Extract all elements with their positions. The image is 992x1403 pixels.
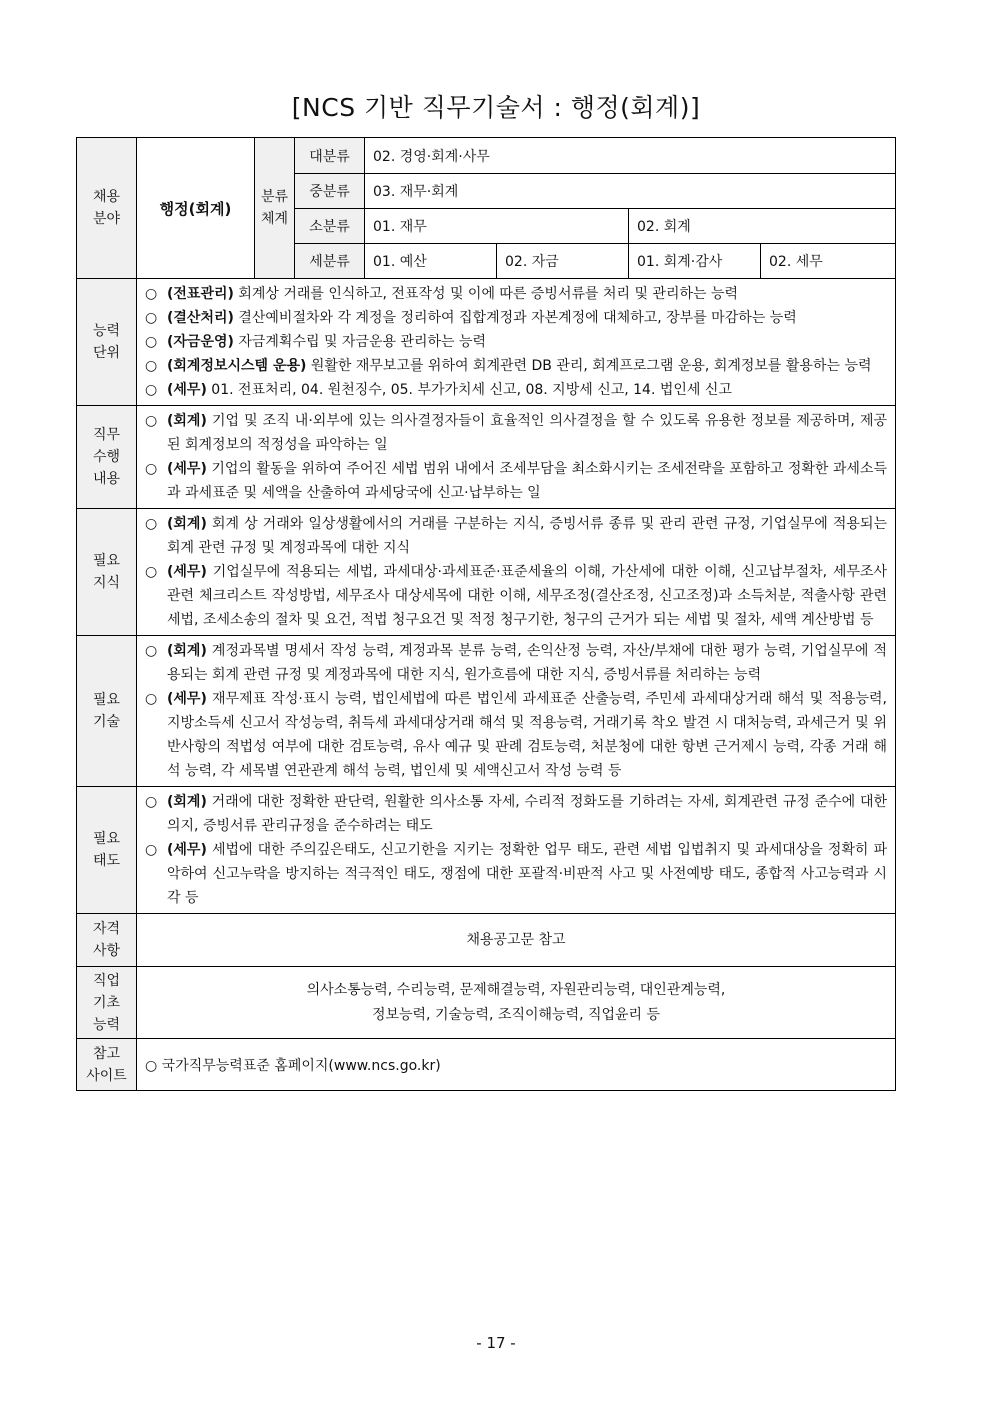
bullet-item [145,512,887,560]
circle-bullet-icon: ○ [145,286,158,302]
bullet-body: 거래에 대한 정확한 판단력, 원활한 의사소통 자세, 수리적 정화도를 기하려는 자세, 회계관련 규정 준수에 대한 의지, 증빙서류 관리규정을 준수하려는 태도 [167,794,888,834]
attitude-list [137,787,896,914]
bullet-item [145,639,887,687]
basic-ability-label: 직업 기초 능력 [77,967,137,1039]
detail-label: 세분류 [295,244,365,279]
minor-value-1: 01. 재무 [365,209,629,244]
skill-list [137,636,896,787]
basic-ability-line-1: 의사소통능력, 수리능력, 문제해결능력, 자원관리능력, 대인관계능력, [306,981,726,998]
major-label: 대분류 [295,138,365,174]
bullet-item [145,354,887,378]
bullet-item [145,838,887,910]
bullet-item [145,560,887,632]
duty-list [137,406,896,509]
bullet-heading: (전표관리) [167,286,234,302]
reference-value: ○ 국가직무능력표준 홈페이지(www.ncs.go.kr) [137,1039,896,1091]
detail-value-4: 02. 세무 [761,244,896,279]
bullet-text [167,306,887,330]
bullet-item [145,457,887,505]
bullet-body: 자금계획수립 및 자금운용 관리하는 능력 [233,334,487,350]
bullet-item [145,282,887,306]
page-title: [NCS 기반 직무기술서 : 행정(회계)] [291,93,701,122]
bullet-heading: (세무) [167,382,207,398]
circle-bullet-icon: ○ [145,564,158,580]
circle-bullet-icon: ○ [145,643,158,659]
circle-bullet-icon: ○ [145,842,158,858]
bullet-text [167,409,887,457]
job-name: 행정(회계) [137,138,255,279]
circle-bullet-icon: ○ [145,310,158,326]
bullet-text [167,354,887,378]
bullet-heading: (세무) [167,691,207,707]
bullet-heading: (회계정보시스템 운용) [167,358,307,374]
circle-bullet-icon: ○ [145,691,158,707]
bullet-text [167,687,887,783]
duty-label: 직무 수행 내용 [77,406,137,509]
bullet-item [145,330,887,354]
minor-label: 소분류 [295,209,365,244]
circle-bullet-icon: ○ [145,358,158,374]
field-label: 채용 분야 [77,138,137,279]
bullet-heading: (회계) [167,413,207,429]
knowledge-label: 필요 지식 [77,509,137,636]
detail-value-1: 01. 예산 [365,244,497,279]
qualification-label: 자격 사항 [77,914,137,967]
bullet-item [145,378,887,402]
circle-bullet-icon: ○ [145,413,158,429]
bullet-body: 재무제표 작성·표시 능력, 법인세법에 따른 법인세 과세표준 산출능력, 주민세 과세대상거래 해석 및 적용능력, 지방소득세 신고서 작성능력, 취득세 과세대상거래 해석 및 적용능력, 거래기록 착오 발견 시 대처능력, 과세근거 및 위반사항의 적법성 여부에 대한 검토능력, 유사 예규 및 판례 검토능력, 처분청에 대한 항변 근거제시 능력, 각종 거래 해석 능력, 각 세목별 연관관계 해석 능력, 법인세 및 세액신고서 작성 능력 등 [167,691,888,779]
bullet-text [167,838,887,910]
bullet-text [167,512,887,560]
bullet-heading: (세무) [167,564,207,580]
bullet-body: 기업의 활동을 위하여 주어진 세법 범위 내에서 조세부담을 최소화시키는 조세전략을 포함하고 정확한 과세소득과 과세표준 및 세액을 산출하여 과세당국에 신고·납부하는 일 [167,461,888,501]
bullet-text [167,639,887,687]
basic-ability-value [137,967,896,1039]
bullet-item [145,409,887,457]
bullet-text [167,282,887,306]
reference-label: 참고 사이트 [77,1039,137,1091]
bullet-heading: (회계) [167,794,207,810]
circle-bullet-icon: ○ [145,516,158,532]
bullet-heading: (회계) [167,643,207,659]
bullet-item [145,790,887,838]
bullet-text [167,457,887,505]
bullet-text [167,790,887,838]
page-number: - 17 - [476,1334,516,1352]
knowledge-list [137,509,896,636]
bullet-body: 01. 전표처리, 04. 원천징수, 05. 부가가치세 신고, 08. 지방세 신고, 14. 법인세 신고 [206,382,732,398]
circle-bullet-icon: ○ [145,461,158,477]
job-description-table [76,137,896,1091]
skill-label: 필요 기술 [77,636,137,787]
basic-ability-line-2: 정보능력, 기술능력, 조직이해능력, 직업윤리 등 [371,1006,661,1023]
bullet-text [167,378,887,402]
bullet-body: 결산예비절차와 각 계정을 정리하여 집합계정과 자본계정에 대체하고, 장부를 마감하는 능력 [233,310,797,326]
bullet-heading: (세무) [167,842,207,858]
detail-value-3: 01. 회계·감사 [629,244,761,279]
bullet-heading: (자금운영) [167,334,234,350]
ability-unit-label: 능력 단위 [77,279,137,406]
ability-unit-list [137,279,896,406]
minor-value-2: 02. 회계 [629,209,896,244]
bullet-body: 회계상 거래를 인식하고, 전표작성 및 이에 따른 증빙서류를 처리 및 관리하는 능력 [233,286,739,302]
bullet-item [145,687,887,783]
circle-bullet-icon: ○ [145,334,158,350]
bullet-body: 회계 상 거래와 일상생활에서의 거래를 구분하는 지식, 증빙서류 종류 및 관리 관련 규정, 기업실무에 적용되는 회계 관련 규정 및 계정과목에 대한 지식 [167,516,888,556]
middle-value: 03. 재무·회계 [365,174,896,209]
bullet-heading: (회계) [167,516,207,532]
major-value: 02. 경영·회계·사무 [365,138,896,174]
classification-label: 분류 체계 [255,138,295,279]
bullet-heading: (결산처리) [167,310,234,326]
bullet-body: 기업실무에 적용되는 세법, 과세대상·과세표준·표준세율의 이해, 가산세에 대한 이해, 신고납부절차, 세무조사 관련 체크리스트 작성방법, 세무조사 대상세목에 대한 이해, 세무조정(결산조정, 신고조정)과 소득처분, 적출사항 관련 세법, 조세소송의 절차 및 요건, 적법 청구요건 및 적정 청구기한, 청구의 근거가 되는 세법 및 절차, 세액 계산방법 등 [167,564,888,628]
bullet-text [167,330,887,354]
detail-value-2: 02. 자금 [497,244,629,279]
bullet-body: 기업 및 조직 내·외부에 있는 의사결정자들이 효율적인 의사결정을 할 수 있도록 유용한 정보를 제공하며, 제공된 회계정보의 적정성을 파악하는 일 [167,413,888,453]
qualification-value: 채용공고문 참고 [137,914,896,967]
circle-bullet-icon: ○ [145,794,158,810]
circle-bullet-icon: ○ [145,382,158,398]
bullet-heading: (세무) [167,461,207,477]
bullet-item [145,306,887,330]
bullet-body: 계정과목별 명세서 작성 능력, 계정과목 분류 능력, 손익산정 능력, 자산/부채에 대한 평가 능력, 기업실무에 적용되는 회계 관련 규정 및 계정과목에 대한 지식, 원가흐름에 대한 지식, 증빙서류를 처리하는 능력 [167,643,888,683]
bullet-body: 세법에 대한 주의깊은태도, 신고기한을 지키는 정확한 업무 태도, 관련 세법 입법취지 및 과세대상을 정확히 파악하여 신고누락을 방지하는 적극적인 태도, 쟁점에 대한 포괄적·비판적 사고 및 사전예방 태도, 종합적 사고능력과 시각 등 [167,842,888,906]
middle-label: 중분류 [295,174,365,209]
bullet-text [167,560,887,632]
bullet-body: 원활한 재무보고를 위하여 회계관련 DB 관리, 회계프로그램 운용, 회계정보를 활용하는 능력 [306,358,872,374]
attitude-label: 필요 태도 [77,787,137,914]
